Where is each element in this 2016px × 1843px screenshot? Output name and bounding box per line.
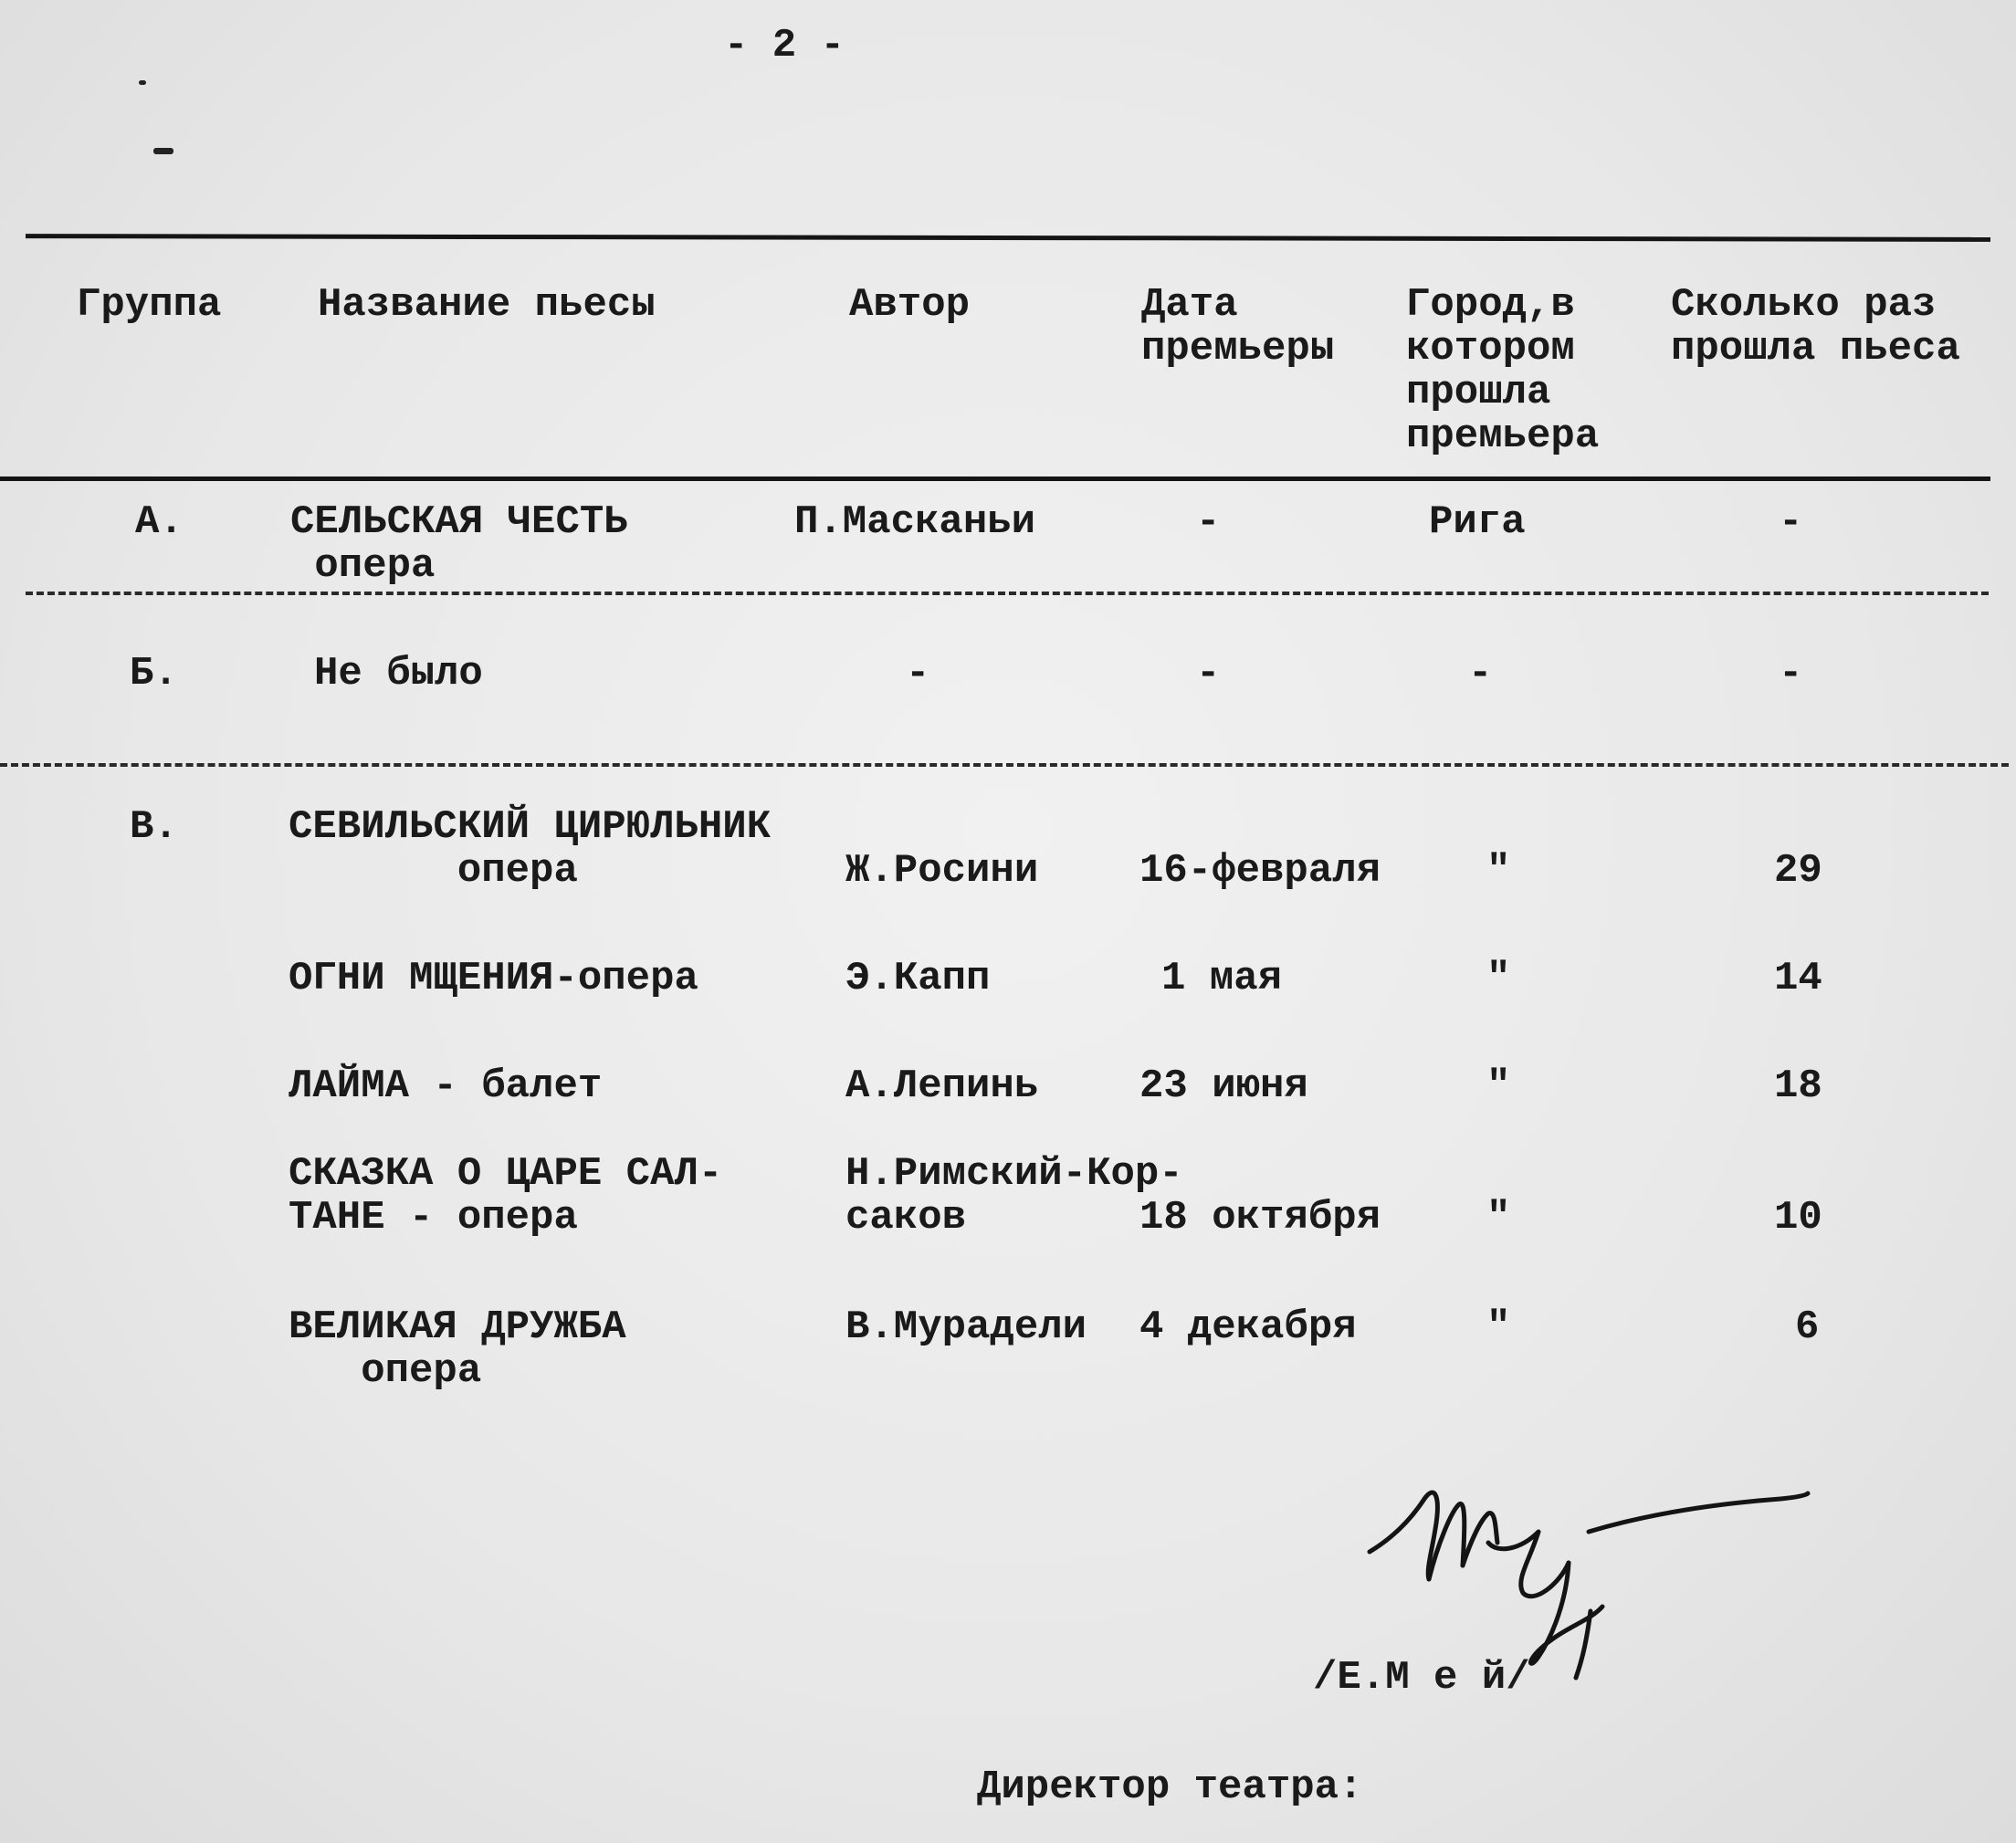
play-author: А.Лепинь bbox=[845, 1063, 1039, 1109]
group-divider bbox=[26, 592, 1989, 595]
performance-count: 18 bbox=[1774, 1063, 1822, 1109]
play-title: Не было bbox=[314, 651, 483, 696]
premiere-city: " bbox=[1486, 1304, 1511, 1350]
group-label: В. bbox=[130, 804, 178, 850]
group-label: Б. bbox=[130, 651, 178, 696]
stray-mark bbox=[153, 148, 173, 154]
performance-count: 29 bbox=[1774, 848, 1822, 894]
header-bottom-rule bbox=[0, 476, 1990, 481]
premiere-date: 18 октября bbox=[1139, 1195, 1381, 1241]
premiere-city: " bbox=[1486, 956, 1511, 1001]
play-author: Э.Капп bbox=[845, 956, 991, 1001]
premiere-date: 1 мая bbox=[1161, 956, 1283, 1001]
header-date: Дата премьеры bbox=[1141, 282, 1335, 372]
play-author: - bbox=[906, 651, 930, 696]
play-title: ЛАЙМА - балет bbox=[289, 1063, 603, 1109]
premiere-city: Рига bbox=[1429, 499, 1526, 545]
premiere-city: " bbox=[1486, 1063, 1511, 1109]
premiere-date: - bbox=[1196, 651, 1221, 696]
performance-count: - bbox=[1779, 651, 1803, 696]
premiere-date: 23 июня bbox=[1139, 1063, 1308, 1109]
play-title: ОГНИ МЩЕНИЯ-опера bbox=[289, 956, 698, 1001]
play-title: СКАЗКА О ЦАРЕ САЛ- ТАНЕ - опера bbox=[289, 1151, 723, 1241]
play-title: СЕЛЬСКАЯ ЧЕСТЬ опера bbox=[290, 499, 628, 589]
signature-name: /Е.М е й/ bbox=[1313, 1655, 1530, 1701]
table-top-rule bbox=[26, 234, 1990, 242]
premiere-date: 16-февраля bbox=[1139, 848, 1381, 894]
signatory-title: Директор театра: bbox=[977, 1764, 1363, 1810]
play-author: Ж.Росини bbox=[845, 848, 1039, 894]
play-author: П.Масканьи bbox=[794, 499, 1036, 545]
performance-count: - bbox=[1779, 499, 1803, 545]
header-group: Группа bbox=[77, 282, 222, 328]
group-label: А. bbox=[135, 499, 184, 545]
premiere-date: 4 декабря bbox=[1139, 1304, 1357, 1350]
premiere-city: " bbox=[1486, 1195, 1511, 1241]
play-title: ВЕЛИКАЯ ДРУЖБА опера bbox=[289, 1304, 626, 1394]
header-city: Город,в котором прошла премьера bbox=[1406, 282, 1600, 459]
premiere-date: - bbox=[1196, 499, 1221, 545]
header-count: Сколько раз прошла пьеса bbox=[1671, 282, 1960, 372]
premiere-city: " bbox=[1486, 848, 1511, 894]
play-author: В.Мурадели bbox=[845, 1304, 1087, 1350]
performance-count: 6 bbox=[1795, 1304, 1820, 1350]
page-number: - 2 - bbox=[724, 23, 845, 68]
header-title: Название пьесы bbox=[318, 282, 656, 328]
play-title: СЕВИЛЬСКИЙ ЦИРЮЛЬНИК опера bbox=[289, 804, 772, 894]
play-author: Н.Римский-Кор- саков bbox=[845, 1151, 1183, 1241]
header-author: Автор bbox=[849, 282, 971, 328]
performance-count: 10 bbox=[1774, 1195, 1822, 1241]
premiere-city: - bbox=[1468, 651, 1493, 696]
performance-count: 14 bbox=[1774, 956, 1822, 1001]
stray-mark bbox=[139, 80, 146, 85]
group-divider bbox=[0, 763, 2009, 767]
